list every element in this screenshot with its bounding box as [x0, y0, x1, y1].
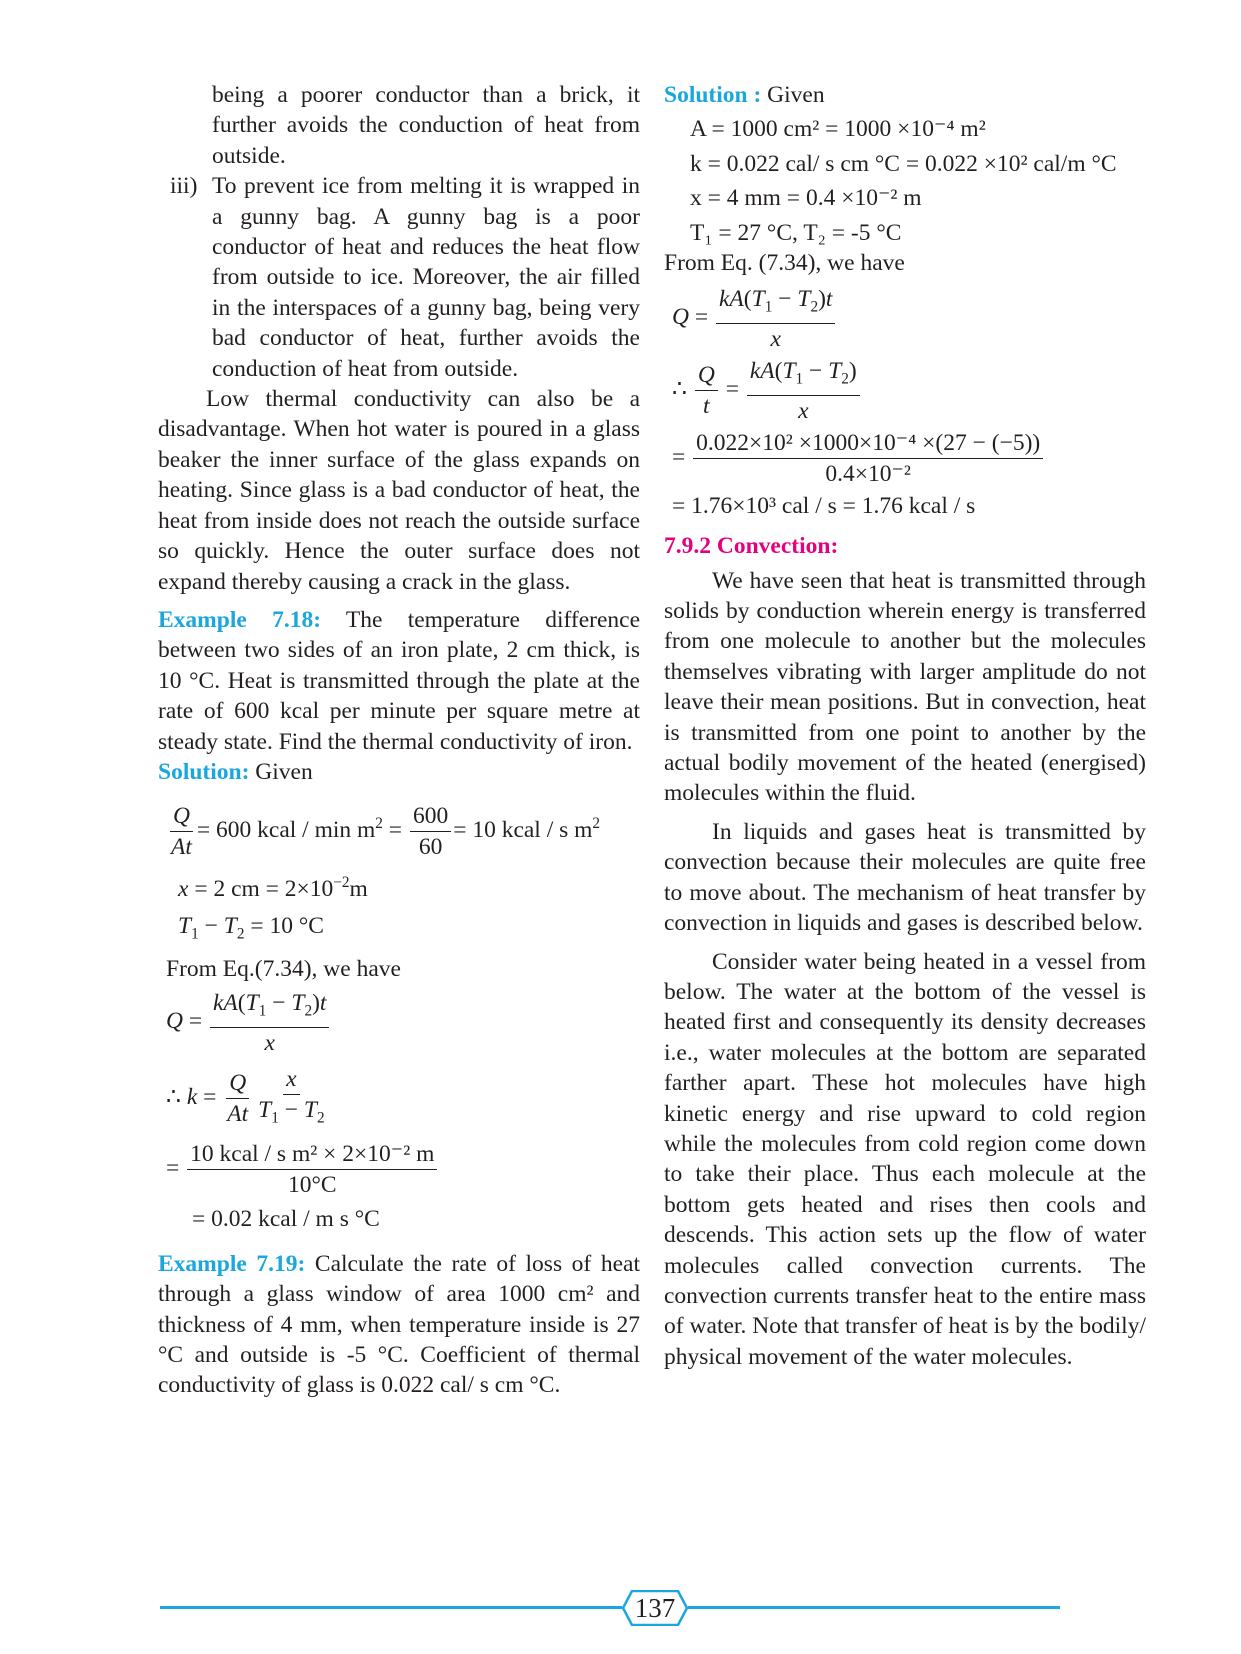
example-label: Example 7.18:	[158, 606, 322, 633]
equation-result: = 0.02 kcal / m s °C	[192, 1206, 380, 1233]
equation-substitution: = $\frac{\text{0.022×10² ×1000×10⁻⁴ ×(27 − (−5))}}{\text{0.4×10⁻²}}$	[664, 428, 1146, 489]
given-thickness: x = 4 mm = 0.4 ×10⁻² m	[690, 185, 922, 212]
equation-substitution: = $\frac{\text{10 kcal / s m² × 2×10⁻² m}}{10^\circ C}$	[158, 1139, 640, 1200]
footer-rule-left	[160, 1606, 622, 1609]
equation-result: = 1.76×10³ cal / s = 1.76 kcal / s	[672, 492, 976, 519]
example-label: Example 7.19:	[158, 1250, 306, 1277]
equation-q: Q = $\frac{kA(T_1 - T_2)t}{x}$	[664, 284, 1146, 354]
section-title: 7.9.2 Convection:	[664, 533, 839, 560]
equation-q: Q = $\frac{kA(T_1 - T_2)t}{x}$	[158, 988, 640, 1058]
given-temperatures: T₁ = 27 °C, T₂ = -5 °C	[690, 219, 902, 246]
given-conductivity: k = 0.022 cal/ s cm °C = 0.022 ×10² cal/m °C	[690, 150, 1117, 177]
right-column	[664, 80, 1146, 1372]
footer-rule-right	[688, 1606, 1060, 1609]
from-equation: From Eq.(7.34), we have	[166, 955, 401, 982]
paragraph-convection-2: In liquids and gases heat is transmitted by convection because their molecules are quite free to move about. The mechanism of heat transfer by convection in liquids and gases is described below.	[664, 818, 1146, 937]
list-marker: iii)	[170, 173, 198, 200]
paragraph-low-conductivity: Low thermal conductivity can also be a disadvantage. When hot water is poured in a glass beaker the inner surface of the glass expands on heating. Since glass is a bad conductor of heat, the heat from inside does not reach the outside surface so quickly. Hence the outer surface does not expand thereby causing a crack in the glass.	[158, 386, 640, 595]
example-text: Calculate the rate of loss of heat through a glass window of area 1000 cm² and thickness of 4 mm, when temperature inside is 27 °C and outside is -5 °C. Coefficient of thermal conductivity of glass is 0.022 cal/ s cm °C.	[158, 1250, 640, 1399]
paragraph-convection-3: Consider water being heated in a vessel from below. The water at the bottom of the vessel is heated first and consequently its density decreases i.e., water molecules at the bottom are separated farther apart. These hot molecules have high kinetic energy and rise upward to cold region while the molecules from cold region come down to take their place. Thus each molecule at the bottom gets heated and rises then cools and descends. This action sets up the flow of water molecules called convection currents. The convection currents transfer heat to the entire mass of water. Note that transfer of heat is by the bodily/ physical movement of the water molecules.	[664, 948, 1146, 1370]
equation-q-over-t: ∴ $\frac{Q}{t}$ = $\frac{kA(T_1 - T_2)}{x}$	[664, 356, 1146, 426]
page-number: 137	[634, 1593, 676, 1623]
solution-heading: Solution : Given	[664, 82, 825, 108]
from-equation: From Eq. (7.34), we have	[664, 250, 905, 277]
equation-temp-diff: $T_1 - T_2 = 10$ °C	[178, 912, 324, 943]
page-number-badge	[622, 1590, 688, 1624]
equation-k: ∴ k = $\frac{Q}{At}$ $\frac{x}{T_1 - T_2}$	[166, 1065, 325, 1128]
example-text: The temperature difference between two sides of an iron plate, 2 cm thick, is 10 °C. Heat is transmitted through the plate at the rate of 600 kcal per minute per square metre at steady state. Find the thermal conductivity of iron.	[158, 606, 640, 755]
list-item-iii	[158, 171, 640, 384]
equation-thickness: x = 2 cm = $2\times 10^{-2}m$	[178, 874, 368, 903]
equation-rate: $\frac{Q}{At}$ = 600 kcal / $\min m^2$ = $\frac{600}{60}$ = 10 kcal / s $m^2$	[171, 803, 601, 861]
solution-label: Solution :	[664, 82, 762, 108]
given-area: A = 1000 cm² = 1000 ×10⁻⁴ m²	[690, 116, 986, 143]
paragraph-convection-1: We have seen that heat is transmitted through solids by conduction wherein energy is transferred from one molecule to another but the molecules themselves vibrating with larger amplitude do not leave their mean positions. But in convection, heat is transmitted from one point to another by the actual bodily movement of the heated (energised) molecules within the fluid.	[664, 567, 1146, 807]
solution-label: Solution:	[158, 758, 250, 785]
example-7-19	[158, 1249, 640, 1401]
continued-paragraph: being a poorer conductor than a brick, it further avoids the conduction of heat from outside.	[212, 82, 640, 169]
list-item-text: To prevent ice from melting it is wrapped in a gunny bag. A gunny bag is a poor conductor of heat and reduces the heat flow from outside to ice. Moreover, the air filled in the interspaces of a gunny bag, being very bad conductor of heat, further avoids the conduction of heat from outside.	[212, 173, 640, 382]
example-7-18	[158, 605, 640, 757]
solution-heading: Solution: Given	[158, 758, 313, 785]
left-column	[158, 80, 640, 1401]
